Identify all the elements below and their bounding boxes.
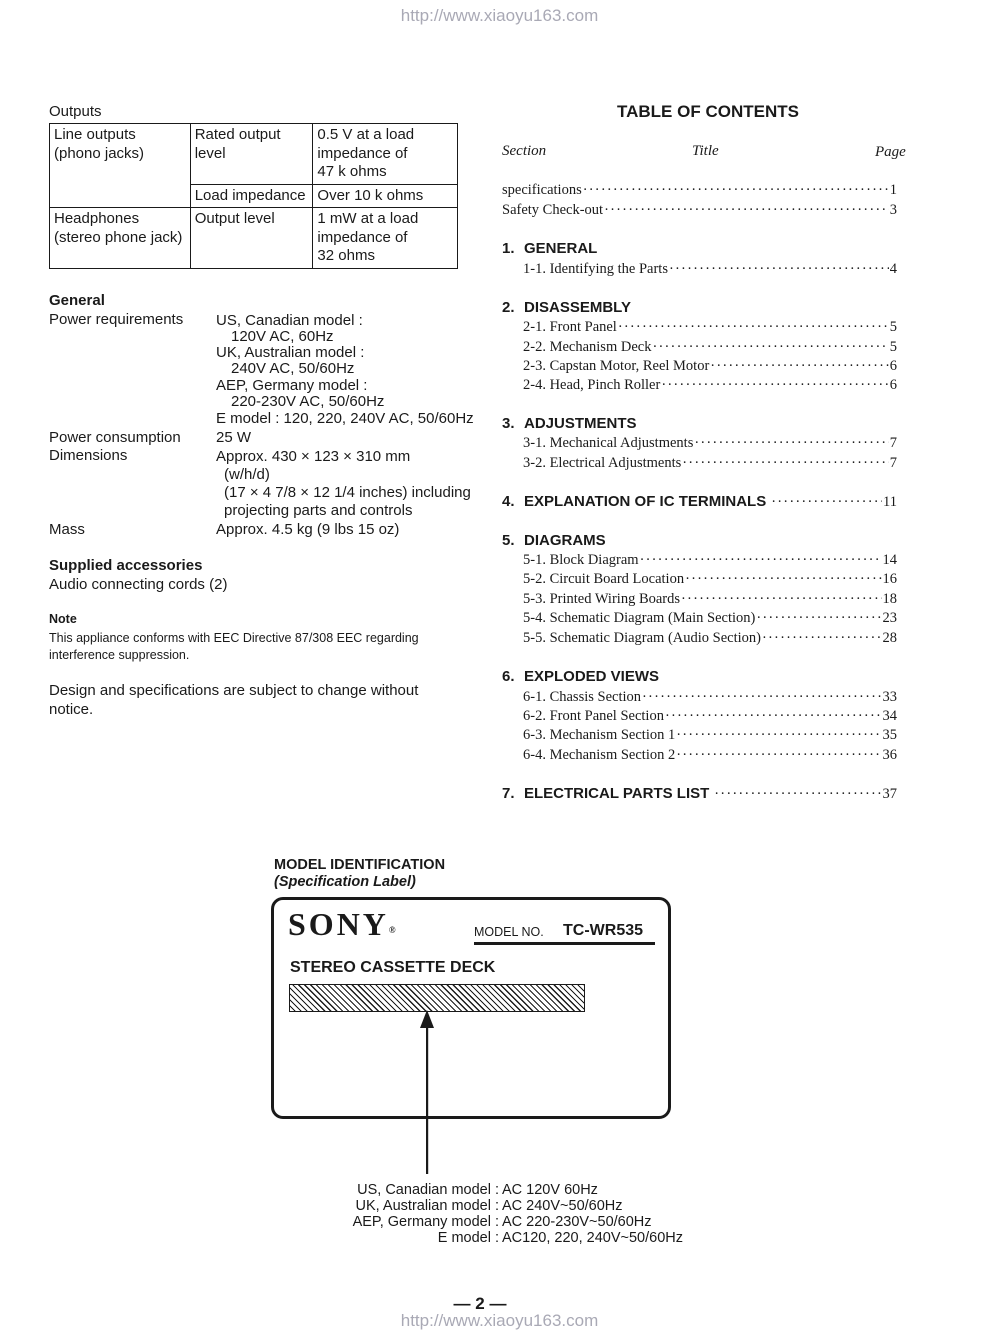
model-id-heading: MODEL IDENTIFICATION bbox=[274, 857, 446, 873]
jack-label: (phono jacks) bbox=[54, 144, 145, 162]
table-cell bbox=[313, 124, 458, 185]
toc-col-title: Title bbox=[692, 143, 719, 159]
toc-entry[interactable] bbox=[523, 319, 897, 336]
mass-label: Mass bbox=[49, 521, 85, 538]
dimensions-line: (w/h/d) bbox=[224, 466, 270, 483]
toc-entry-label: 2-3. Capstan Motor, Reel Motor bbox=[523, 358, 710, 374]
param-value: 47 k ohms bbox=[317, 163, 387, 180]
param-value: 1 mW at a load bbox=[317, 210, 419, 227]
dimensions-label: Dimensions bbox=[49, 447, 128, 464]
toc-section-heading[interactable] bbox=[502, 299, 631, 316]
top-url[interactable]: http://www.xiaoyu163.com bbox=[400, 6, 599, 25]
toc-section-number: 7. bbox=[502, 785, 515, 802]
power-req-label: Power requirements bbox=[49, 311, 184, 328]
toc-leader bbox=[618, 319, 889, 336]
toc-entry[interactable] bbox=[502, 202, 897, 219]
disclaimer-line: Design and specifications are subject to change without bbox=[49, 682, 419, 699]
jack-label: (stereo phone jack) bbox=[54, 228, 183, 246]
toc-entry-label: 6-3. Mechanism Section 1 bbox=[523, 727, 676, 743]
spec-label bbox=[271, 897, 671, 1119]
toc-entry-label: 2-4. Head, Pinch Roller bbox=[523, 377, 661, 393]
outputs-heading: Outputs bbox=[49, 103, 102, 120]
toc-leader bbox=[771, 494, 882, 511]
toc-leader bbox=[756, 610, 881, 627]
toc-leader bbox=[710, 358, 888, 375]
note-line: This appliance conforms with EEC Directive 87/308 EEC regarding bbox=[49, 631, 419, 645]
voltage-labels bbox=[300, 1182, 499, 1246]
toc-entry-label: 3-2. Electrical Adjustments bbox=[523, 455, 682, 471]
param-label: Rated output bbox=[194, 126, 281, 143]
toc-entry-page: 18 bbox=[882, 591, 897, 607]
power-req-line: 220-230V AC, 50/60Hz bbox=[231, 393, 385, 410]
param-value: impedance of bbox=[317, 144, 408, 162]
accessories-heading: Supplied accessories bbox=[49, 557, 203, 574]
toc-entry[interactable] bbox=[523, 455, 897, 472]
toc-section-title: EXPLODED VIEWS bbox=[524, 668, 660, 685]
product-name: STEREO CASSETTE DECK bbox=[290, 959, 496, 976]
toc-entry[interactable] bbox=[523, 261, 897, 278]
toc-leader bbox=[661, 377, 888, 394]
toc-entry-label: 5-3. Printed Wiring Boards bbox=[523, 591, 681, 607]
toc-section-number: 5. bbox=[502, 532, 515, 549]
toc-entry-label: specifications bbox=[502, 182, 582, 198]
power-cons-label: Power consumption bbox=[49, 429, 181, 446]
toc-entry-page: 3 bbox=[889, 202, 897, 218]
toc-entry[interactable] bbox=[523, 727, 897, 744]
toc-entry[interactable] bbox=[523, 377, 897, 394]
toc-leader bbox=[714, 786, 881, 803]
toc-section-title: ADJUSTMENTS bbox=[524, 415, 637, 432]
toc-entry-page: 1 bbox=[889, 182, 897, 198]
power-req-line: E model : 120, 220, 240V AC, 50/60Hz bbox=[216, 410, 474, 427]
note-text bbox=[49, 630, 419, 663]
voltage-value: AC 220-230V~50/60Hz bbox=[502, 1214, 652, 1230]
toc-entry-page: 6 bbox=[889, 358, 897, 374]
table-cell bbox=[313, 208, 458, 269]
toc-section-number: 4. bbox=[502, 493, 515, 510]
toc-col-section: Section bbox=[502, 143, 547, 159]
voltage-label: AEP, Germany model : bbox=[352, 1214, 499, 1230]
param-value: Over 10 k ohms bbox=[317, 186, 424, 204]
toc-section-title: DIAGRAMS bbox=[524, 532, 606, 549]
param-label: Output level bbox=[194, 210, 275, 227]
table-cell bbox=[50, 208, 191, 269]
accessories-item: Audio connecting cords (2) bbox=[49, 576, 228, 593]
toc-entry-page: 36 bbox=[882, 747, 897, 763]
toc-section-heading[interactable] bbox=[502, 493, 897, 511]
toc-entry-page: 7 bbox=[889, 455, 897, 471]
model-id-subheading: (Specification Label) bbox=[274, 874, 416, 890]
voltage-value: AC 120V 60Hz bbox=[502, 1182, 598, 1198]
voltage-label: UK, Australian model : bbox=[355, 1198, 499, 1214]
toc-entry[interactable] bbox=[523, 552, 897, 569]
toc-entry-page: 4 bbox=[889, 261, 897, 277]
toc-entry-page: 34 bbox=[882, 708, 897, 724]
toc-section-number: 2. bbox=[502, 299, 515, 316]
outputs-table bbox=[49, 123, 458, 269]
power-req-line: 240V AC, 50/60Hz bbox=[231, 360, 355, 377]
dimensions-line: Approx. 430 × 123 × 310 mm bbox=[216, 448, 411, 465]
toc-section-heading[interactable] bbox=[502, 785, 897, 803]
toc-entry-label: 6-4. Mechanism Section 2 bbox=[523, 747, 676, 763]
power-req-line: UK, Australian model : bbox=[216, 344, 365, 361]
toc-col-page: Page bbox=[875, 144, 906, 160]
sony-logo bbox=[288, 906, 396, 943]
toc-entry-page: 33 bbox=[882, 689, 897, 705]
toc-leader bbox=[681, 591, 881, 608]
table-cell bbox=[190, 184, 313, 208]
model-no-label: MODEL NO. bbox=[474, 925, 544, 939]
model-no-value: TC-WR535 bbox=[563, 922, 644, 939]
toc-entry[interactable] bbox=[523, 630, 897, 647]
toc-entry[interactable] bbox=[523, 610, 897, 627]
toc-entry[interactable] bbox=[523, 591, 897, 608]
toc-entry-label: 1-1. Identifying the Parts bbox=[523, 261, 668, 277]
table-cell bbox=[50, 124, 191, 208]
power-req-line: US, Canadian model : bbox=[216, 312, 363, 329]
toc-section-number: 6. bbox=[502, 668, 515, 685]
toc-leader bbox=[665, 708, 882, 725]
toc-entry-label: 5-5. Schematic Diagram (Audio Section) bbox=[523, 630, 761, 646]
bottom-url[interactable]: http://www.xiaoyu163.com bbox=[400, 1311, 599, 1330]
param-value: 0.5 V at a load bbox=[317, 126, 415, 143]
toc-section-heading[interactable] bbox=[502, 532, 606, 549]
disclaimer bbox=[49, 682, 418, 719]
toc-leader bbox=[642, 689, 881, 706]
toc-section-title: ELECTRICAL PARTS LIST bbox=[524, 785, 710, 802]
toc-entry-label: 2-2. Mechanism Deck bbox=[523, 339, 652, 355]
brand-name: SONY bbox=[288, 906, 389, 942]
toc-section-number: 1. bbox=[502, 240, 515, 257]
toc-entry-label: 6-2. Front Panel Section bbox=[523, 708, 664, 724]
toc-entry[interactable] bbox=[523, 435, 897, 452]
toc-entry-page: 35 bbox=[882, 727, 897, 743]
toc-entry-page: 6 bbox=[889, 377, 897, 393]
toc-leader bbox=[583, 182, 889, 199]
toc-entry[interactable] bbox=[523, 339, 897, 356]
toc-leader bbox=[604, 202, 889, 219]
general-heading: General bbox=[49, 292, 105, 309]
page-number: — 2 — bbox=[453, 1294, 507, 1313]
param-value: 32 ohms bbox=[317, 247, 375, 264]
toc-leader bbox=[640, 552, 882, 569]
voltage-value: AC 240V~50/60Hz bbox=[502, 1198, 623, 1214]
toc-entry-page: 23 bbox=[882, 610, 897, 626]
param-label: Load impedance bbox=[194, 186, 306, 204]
toc-entry[interactable] bbox=[523, 571, 897, 588]
toc-section-heading[interactable] bbox=[502, 668, 659, 685]
model-no-underline bbox=[474, 942, 655, 945]
toc-section-title: DISASSEMBLY bbox=[524, 299, 631, 316]
table-cell bbox=[190, 124, 313, 185]
voltage-value: AC120, 220, 240V~50/60Hz bbox=[502, 1230, 683, 1246]
jack-label: Line outputs bbox=[54, 126, 136, 143]
mass-value: Approx. 4.5 kg (9 lbs 15 oz) bbox=[216, 521, 400, 538]
table-row bbox=[50, 208, 458, 269]
toc-entry[interactable] bbox=[502, 182, 897, 199]
toc-leader bbox=[685, 571, 881, 588]
table-cell bbox=[313, 184, 458, 208]
toc-leader bbox=[652, 339, 888, 356]
power-req-line: 120V AC, 60Hz bbox=[231, 328, 334, 345]
toc-entry-page: 5 bbox=[889, 319, 897, 335]
toc-entry-label: 2-1. Front Panel bbox=[523, 319, 617, 335]
toc-leader bbox=[676, 727, 881, 744]
dimensions-line: projecting parts and controls bbox=[224, 502, 413, 519]
param-value: impedance of bbox=[317, 228, 408, 246]
voltage-label: US, Canadian model : bbox=[357, 1182, 499, 1198]
power-req-line: AEP, Germany model : bbox=[216, 377, 368, 394]
jack-label: Headphones bbox=[54, 210, 140, 227]
toc-entry[interactable] bbox=[523, 708, 897, 725]
toc-leader bbox=[682, 455, 888, 472]
toc-entry-page: 14 bbox=[882, 552, 897, 568]
table-cell bbox=[190, 208, 313, 269]
toc-entry-label: 6-1. Chassis Section bbox=[523, 689, 642, 705]
toc-entry-label: 5-1. Block Diagram bbox=[523, 552, 639, 568]
arrow-up-icon bbox=[415, 1008, 439, 1176]
voltage-label: E model : bbox=[437, 1230, 499, 1246]
toc-section-title: GENERAL bbox=[524, 240, 598, 257]
note-line: interference suppression. bbox=[49, 647, 190, 662]
table-row bbox=[50, 124, 458, 185]
toc-entry-page: 11 bbox=[883, 494, 897, 510]
toc-leader bbox=[669, 261, 889, 278]
toc-entry-label: 5-4. Schematic Diagram (Main Section) bbox=[523, 610, 756, 626]
power-cons-value: 25 W bbox=[216, 429, 252, 446]
toc-entry-label: 3-1. Mechanical Adjustments bbox=[523, 435, 694, 451]
registered-mark-icon: ® bbox=[388, 925, 396, 935]
toc-entry-page: 7 bbox=[889, 435, 897, 451]
toc-entry-page: 16 bbox=[882, 571, 897, 587]
dimensions-line: (17 × 4 7/8 × 12 1/4 inches) including bbox=[224, 484, 471, 501]
toc-entry-page: 37 bbox=[882, 786, 897, 802]
toc-leader bbox=[694, 435, 888, 452]
param-label: level bbox=[194, 144, 226, 162]
note-heading: Note bbox=[49, 612, 77, 626]
toc-entry-label: Safety Check-out bbox=[502, 202, 604, 218]
toc-section-heading[interactable] bbox=[502, 415, 637, 432]
toc-entry-page: 28 bbox=[882, 630, 897, 646]
voltage-values bbox=[502, 1182, 683, 1246]
toc-entry[interactable] bbox=[523, 358, 897, 375]
toc-section-heading[interactable] bbox=[502, 240, 597, 257]
toc-title: TABLE OF CONTENTS bbox=[617, 102, 799, 121]
toc-entry-label: 5-2. Circuit Board Location bbox=[523, 571, 685, 587]
toc-leader bbox=[676, 747, 881, 764]
toc-entry[interactable] bbox=[523, 747, 897, 764]
toc-section-title: EXPLANATION OF IC TERMINALS bbox=[524, 493, 767, 510]
toc-entry[interactable] bbox=[523, 689, 897, 706]
disclaimer-line: notice. bbox=[49, 700, 94, 718]
toc-section-number: 3. bbox=[502, 415, 515, 432]
toc-leader bbox=[762, 630, 882, 647]
toc-entry-page: 5 bbox=[889, 339, 897, 355]
